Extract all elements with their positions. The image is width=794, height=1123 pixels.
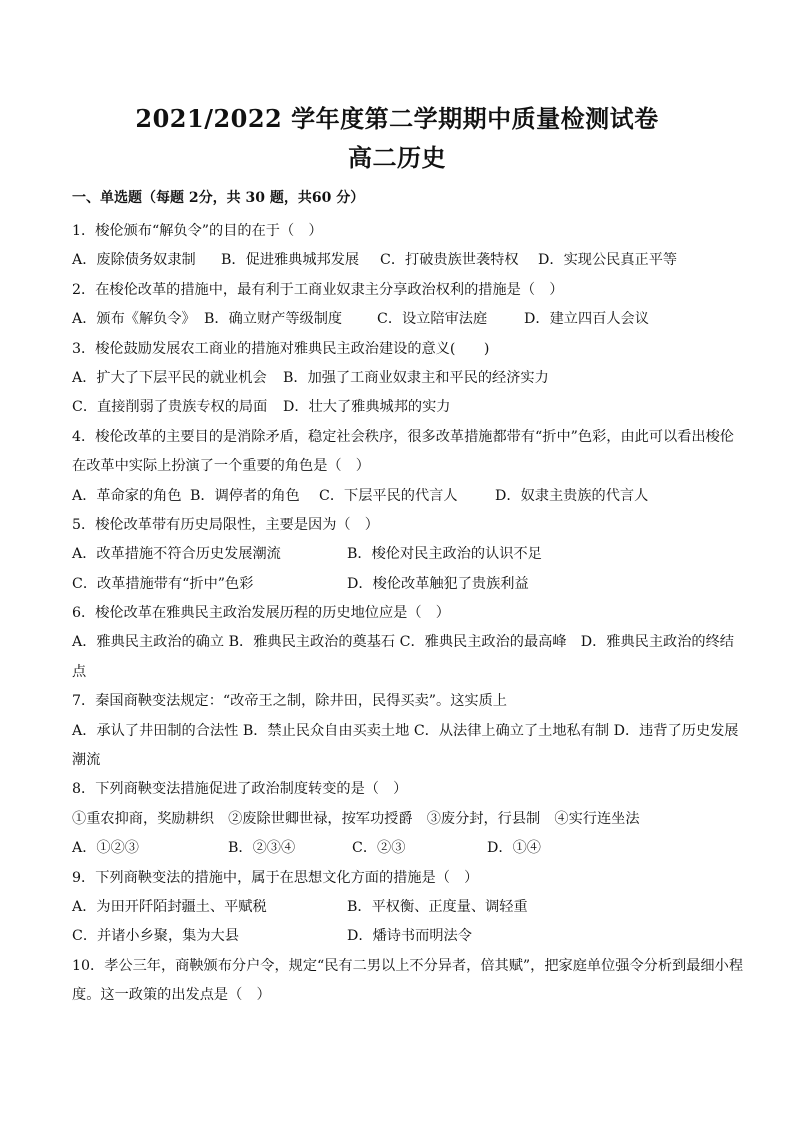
option-row [72, 540, 732, 569]
option-c[interactable]: C．下层平民的代言人 [319, 487, 458, 504]
question-stem: 2．在梭伦改革的措施中，最有利于工商业奴隶主分享政治权利的措施是（ ） [72, 281, 564, 298]
option-row [72, 834, 732, 863]
question-stem: 1．梭伦颁布“解负令”的目的在于（ ） [72, 223, 323, 239]
option-d[interactable]: D．①④ [487, 840, 541, 857]
option-a[interactable]: A．改革措施不符合历史发展潮流 [72, 546, 281, 563]
exam-subject: 高二历史 [348, 143, 446, 172]
question-7 [72, 687, 739, 775]
question-5 [72, 511, 732, 599]
option-line: A．承认了井田制的合法性 B．禁止民众自由买卖土地 C．从法律上确立了土地私有制 D．违背了历史发展 [72, 722, 739, 739]
question-9 [72, 864, 732, 952]
option-line: A．雅典民主政治的确立 B．雅典民主政治的奠基石 C．雅典民主政治的最高峰 D．雅典民主政治的终结 [72, 634, 734, 651]
question-stem: 3．梭伦鼓励发展农工商业的措施对雅典民主政治建设的意义( ) [72, 340, 490, 357]
option-row [72, 482, 732, 511]
section-heading: 一、单选题（每题 2分，共 30 题，共60 分） [72, 190, 365, 206]
option-d[interactable]: D．建立四百人会议 [524, 311, 649, 328]
option-d[interactable]: D．燔诗书而明法令 [347, 928, 472, 945]
option-c[interactable]: C．改革措施带有“折中”色彩 [72, 575, 254, 592]
option-row [72, 570, 732, 599]
option-b[interactable]: B．梭伦对民主政治的认识不足 [347, 546, 542, 563]
option-b[interactable]: B．促进雅典城邦发展 [221, 252, 360, 269]
option-row [72, 305, 732, 334]
question-stem-line: 在改革中实际上扮演了一个重要的角色是（ ） [72, 458, 370, 475]
option-row [72, 364, 732, 393]
question-1 [72, 217, 732, 276]
option-d[interactable]: D．壮大了雅典城邦的实力 [283, 399, 451, 416]
question-list [72, 217, 744, 1011]
question-stem: 10．孝公三年，商鞅颁布分户令，规定“民有二男以上不分异者，倍其赋”，把家庭单位强令分析到最细小程 [72, 957, 744, 974]
question-4 [72, 423, 732, 511]
option-b[interactable]: B．调停者的角色 [190, 487, 300, 504]
question-6 [72, 599, 732, 687]
question-2 [72, 276, 732, 335]
question-stem: 4．梭伦改革的主要目的是消除矛盾，稳定社会秩序，很多改革措施都带有“折中”色彩，由此可以看出梭伦 [72, 428, 734, 445]
question-stem-line: ①重农抑商，奖励耕织 ②废除世卿世禄，按军功授爵 ③废分封，行县制 ④实行连坐法 [72, 810, 640, 827]
question-stem-line: 度。这一政策的出发点是（ ） [72, 987, 271, 1004]
option-c[interactable]: C．②③ [352, 840, 406, 857]
exam-title: 2021/2022 学年度第二学期期中质量检测试卷 [135, 104, 659, 133]
question-stem: 9．下列商鞅变法的措施中，属于在思想文化方面的措施是（ ） [72, 869, 479, 886]
option-line: 点 [72, 663, 87, 680]
option-d[interactable]: D．梭伦改革触犯了贵族利益 [347, 575, 529, 592]
option-b[interactable]: B．确立财产等级制度 [204, 311, 343, 328]
option-b[interactable]: B．②③④ [228, 840, 296, 857]
option-d[interactable]: D．实现公民真正平等 [538, 252, 678, 269]
question-3 [72, 335, 732, 423]
option-row [72, 922, 732, 951]
option-d[interactable]: D．奴隶主贵族的代言人 [495, 487, 649, 504]
option-a[interactable]: A．颁布《解负令》 [72, 311, 196, 328]
option-line: 潮流 [72, 752, 101, 769]
option-a[interactable]: A．①②③ [72, 840, 139, 857]
option-row [72, 246, 732, 275]
option-c[interactable]: C．设立陪审法庭 [377, 311, 488, 328]
option-a[interactable]: A．革命家的角色 [72, 487, 182, 504]
question-stem: 5．梭伦改革带有历史局限性，主要是因为（ ） [72, 516, 379, 533]
option-c[interactable]: C．打破贵族世袭特权 [380, 252, 519, 269]
option-a[interactable]: A．扩大了下层平民的就业机会 [72, 369, 267, 386]
option-c[interactable]: C．直接削弱了贵族专权的局面 [72, 399, 268, 416]
option-b[interactable]: B．平权衡、正度量、调轻重 [347, 898, 528, 915]
question-8 [72, 775, 732, 863]
question-stem: 7．秦国商鞅变法规定：“改帝王之制，除井田，民得买卖”。这实质上 [72, 693, 507, 710]
question-stem: 8．下列商鞅变法措施促进了政治制度转变的是（ ） [72, 781, 408, 798]
option-c[interactable]: C．并诸小乡聚，集为大县 [72, 928, 239, 945]
option-a[interactable]: A．废除债务奴隶制 [72, 252, 196, 269]
option-row [72, 393, 732, 422]
option-a[interactable]: A．为田开阡陌封疆土、平赋税 [72, 898, 267, 915]
option-b[interactable]: B．加强了工商业奴隶主和平民的经济实力 [283, 369, 549, 386]
question-10 [72, 952, 744, 1011]
question-stem: 6．梭伦改革在雅典民主政治发展历程的历史地位应是（ ） [72, 605, 450, 622]
option-row [72, 893, 732, 922]
